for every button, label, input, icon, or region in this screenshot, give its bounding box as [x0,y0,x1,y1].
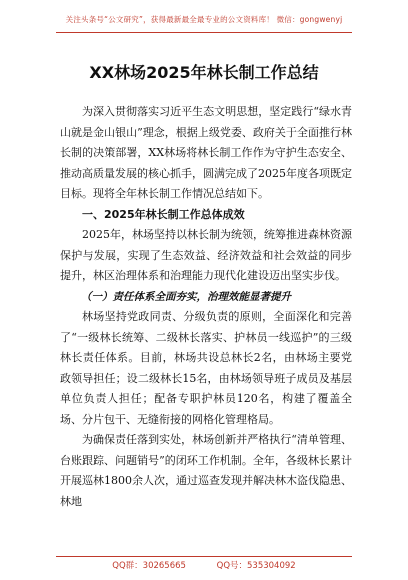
footer-qq-group: QQ群：30265665 [112,561,186,571]
section-paragraph: 2025年，林场坚持以林长制为统领，统筹推进森林资源保护与发展，实现了生态效益、经济效益和社会效益的同步提升，林区治理体系和治理能力现代化建设迈出坚实步伐。 [60,228,352,282]
footer-qq-number: QQ号：535304092 [216,561,296,571]
subsection-paragraph-2: 为确保责任落到实处，林场创新并严格执行“清单管理、台账跟踪、问题销号”的闭环工作机制。全年，各级林长累计开展巡林1800余人次，通过巡查发现并解决林木盗伐隐患、林地 [60,433,352,508]
header-banner: 关注头条号“公文研究”，获得最新最全最专业的公文资料库！ 微信：gongwenyj [65,15,343,24]
section-heading: 一、2025年林长制工作总体成效 [82,207,245,221]
subsection-paragraph: 林场坚持党政同责、分级负责的原则，全面深化和完善了“一级林长统筹、二级林长落实、护林员一线巡护”的三级林长责任体系。目前，林场共设总林长2名，由林场主要党政领导担任；设二级林长15名，由林场领导班子成员及基层单位负责人担任；配备专职护林员120名，构建了覆盖全场、分片包干、无缝衔接的网格化管理格局。 [60,310,352,426]
document-body [60,102,352,512]
document-title: XX林场2025年林长制工作总结 [89,63,319,82]
footer-divider [56,556,352,557]
footer [0,559,408,571]
subsection-heading: （一）责任体系全面夯实，治理效能显著提升 [81,290,291,303]
header-divider [56,32,352,33]
intro-paragraph: 为深入贯彻落实习近平生态文明思想，坚定践行“绿水青山就是金山银山”理念，根据上级党委、政府关于全面推行林长制的决策部署，XX林场将林长制工作作为守护生态安全、推动高质量发展的核心抓手，圆满完成了2025年度各项既定目标。现将全年林长制工作情况总结如下。 [60,105,352,200]
